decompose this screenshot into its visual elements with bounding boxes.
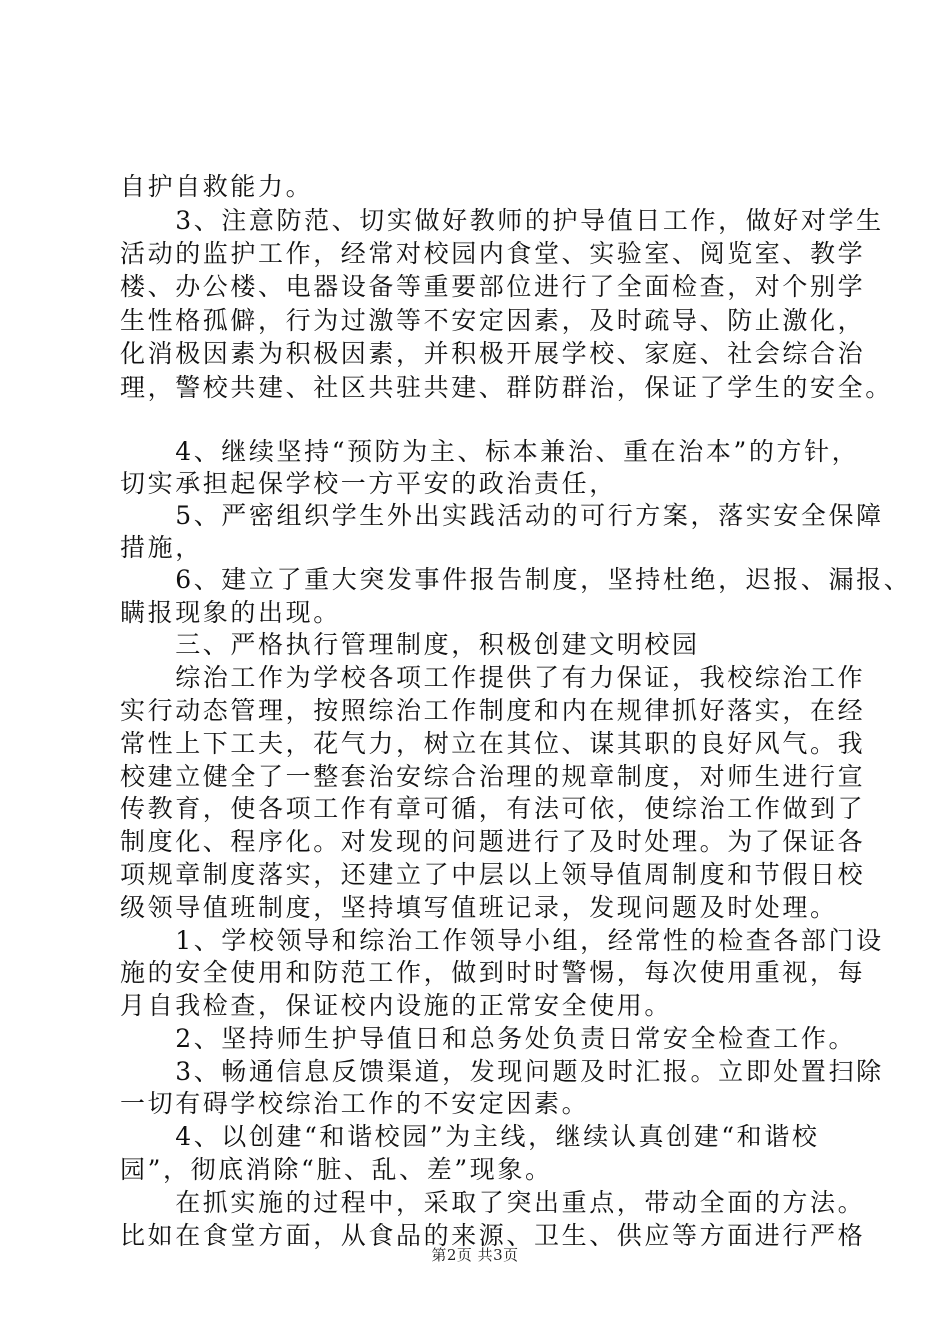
- text-line: 在抓实施的过程中，采取了突出重点，带动全面的方法。: [120, 1188, 866, 1217]
- text-line: 6、建立了重大突发事件报告制度，坚持杜绝，迟报、漏报、: [120, 565, 912, 594]
- text-line: 措施，: [120, 533, 203, 562]
- text-line: 常性上下工夫，花气力，树立在其位、谋其职的良好风气。我: [120, 729, 866, 758]
- text-line: 生性格孤僻，行为过激等不安定因素，及时疏导、防止激化，: [120, 306, 866, 335]
- text-line: 切实承担起保学校一方平安的政治责任，: [120, 469, 617, 498]
- text-line: 综治工作为学校各项工作提供了有力保证，我校综治工作: [120, 663, 866, 692]
- text-line: 化消极因素为积极因素，并积极开展学校、家庭、社会综合治: [120, 339, 866, 368]
- text-line: 1、学校领导和综治工作领导小组，经常性的检查各部门设: [120, 926, 884, 955]
- text-line: 3、注意防范、切实做好教师的护导值日工作，做好对学生: [120, 206, 884, 235]
- text-line: 2、坚持师生护导值日和总务处负责日常安全检查工作。: [120, 1024, 857, 1053]
- text-line: 4、以创建“和谐校园”为主线，继续认真创建“和谐校: [120, 1122, 820, 1151]
- text-line: 3、畅通信息反馈渠道，发现问题及时汇报。立即处置扫除: [120, 1057, 884, 1086]
- text-line: 自护自救能力。: [120, 172, 314, 201]
- text-line: 4、继续坚持“预防为主、标本兼治、重在治本”的方针，: [120, 437, 860, 466]
- page-number-footer: 第2页 共3页: [431, 1246, 519, 1264]
- text-line: 项规章制度落实，还建立了中层以上领导值周制度和节假日校: [120, 860, 866, 889]
- text-line: 实行动态管理，按照综治工作制度和内在规律抓好落实，在经: [120, 696, 866, 725]
- text-line: 施的安全使用和防范工作，做到时时警惕，每次使用重视，每: [120, 958, 866, 987]
- text-line: 校建立健全了一整套治安综合治理的规章制度，对师生进行宣: [120, 762, 866, 791]
- text-line: 比如在食堂方面，从食品的来源、卫生、供应等方面进行严格: [120, 1221, 866, 1250]
- text-line: 活动的监护工作，经常对校园内食堂、实验室、阅览室、教学: [120, 239, 866, 268]
- text-line: 传教育，使各项工作有章可循，有法可依，使综治工作做到了: [120, 794, 866, 823]
- text-line: 三、严格执行管理制度，积极创建文明校园: [120, 630, 700, 659]
- text-line: 园”，彻底消除“脏、乱、差”现象。: [120, 1155, 553, 1184]
- text-line: 级领导值班制度，坚持填写值班记录，发现问题及时处理。: [120, 893, 838, 922]
- text-line: 一切有碍学校综治工作的不安定因素。: [120, 1089, 590, 1118]
- text-line: 月自我检查，保证校内设施的正常安全使用。: [120, 991, 673, 1020]
- text-line: 楼、办公楼、电器设备等重要部位进行了全面检查，对个别学: [120, 272, 866, 301]
- text-line: 瞒报现象的出现。: [120, 598, 341, 627]
- text-line: 制度化、程序化。对发现的问题进行了及时处理。为了保证各: [120, 827, 866, 856]
- text-line: 理，警校共建、社区共驻共建、群防群治，保证了学生的安全。: [120, 373, 893, 402]
- text-line: 5、严密组织学生外出实践活动的可行方案，落实安全保障: [120, 501, 884, 530]
